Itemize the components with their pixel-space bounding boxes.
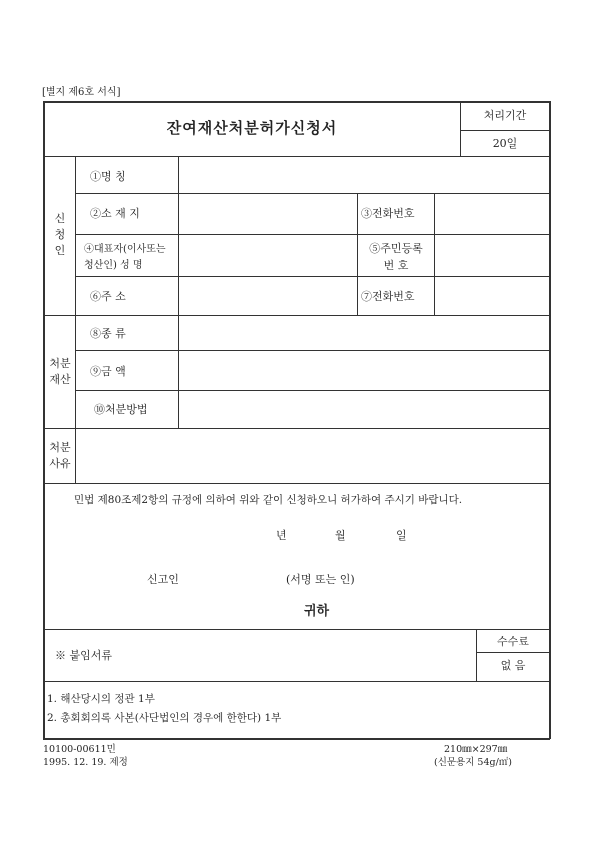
name-label: ①명 칭 [90, 170, 126, 183]
field-label-divider [178, 156, 179, 428]
row-line-5 [75, 390, 550, 391]
property-section-label: 처분 재산 [49, 357, 71, 386]
paper-type: (신문용지 54g/㎡) [434, 757, 513, 768]
form-title: 잔여재산처분허가신청서 [166, 119, 338, 137]
row-line-4 [75, 350, 550, 351]
location-field[interactable] [180, 195, 355, 232]
applicant-label: 신고인 [147, 573, 179, 586]
date-year: 년 [276, 529, 287, 542]
addressee: 귀하 [304, 604, 330, 619]
row-line-2 [75, 234, 550, 235]
frame-top [43, 101, 550, 103]
address-field[interactable] [180, 278, 355, 314]
applicant-section-bottom [43, 315, 550, 316]
phone-label-1: ③전화번호 [361, 207, 415, 220]
form-label: [별지 제6호 서식] [42, 87, 121, 98]
phone-field-1[interactable] [436, 195, 548, 232]
resident-number-field[interactable] [436, 236, 548, 274]
method-field[interactable] [180, 392, 548, 427]
location-label: ②소 재 지 [90, 207, 140, 220]
phone-label-2: ⑦전화번호 [361, 290, 415, 303]
address-label: ⑥주 소 [90, 290, 126, 303]
title-bottom-line [43, 156, 550, 157]
phone-field-2[interactable] [436, 278, 548, 314]
processing-period-value: 20일 [492, 137, 518, 150]
fee-label: 수수료 [497, 635, 529, 648]
attachment-item-1: 1. 해산당시의 정관 1부 [47, 693, 155, 705]
reason-field[interactable] [77, 430, 548, 482]
period-divider [460, 130, 550, 131]
declaration-bottom [43, 629, 550, 630]
frame-bottom [43, 738, 550, 740]
date-month: 월 [335, 529, 346, 542]
fee-value: 없 음 [500, 659, 526, 672]
representative-label: ④대표자(이사또는 청산인) 성 명 [84, 244, 166, 271]
amount-label: ⑨금 액 [90, 365, 126, 378]
frame-left [43, 101, 45, 739]
row-line-1 [75, 193, 550, 194]
resident-number-label: ⑤주민등록 번 호 [369, 242, 423, 272]
processing-period-label: 처리기간 [483, 109, 527, 122]
paper-size: 210㎜×297㎜ [444, 744, 508, 755]
type-field[interactable] [180, 317, 548, 349]
declaration-statement: 민법 제80조제2항의 규정에 의하여 위와 같이 신청하오니 허가하여 주시기 바랍니다. [74, 494, 463, 506]
reason-section-bottom [43, 483, 550, 484]
form-number: 10100-00611민 [43, 744, 116, 755]
signature-label: (서명 또는 인) [286, 573, 355, 586]
type-label: ⑧종 류 [90, 327, 126, 340]
method-label: ⑩처분방법 [94, 403, 148, 416]
fee-inner-line [476, 652, 550, 653]
applicant-section-label: 신 청 인 [54, 212, 66, 257]
form-date: 1995. 12. 19. 제정 [43, 757, 128, 768]
name-field[interactable] [180, 158, 548, 192]
attachment-item-2: 2. 총회회의록 사본(사단법인의 경우에 한한다) 1부 [47, 712, 282, 724]
reason-section-label: 처분 사유 [49, 441, 71, 470]
date-day: 일 [396, 529, 407, 542]
property-section-bottom [43, 428, 550, 429]
representative-field[interactable] [180, 236, 355, 274]
attachments-divider [43, 681, 550, 682]
attachments-header: ※ 붙임서류 [55, 649, 113, 662]
amount-field[interactable] [180, 352, 548, 389]
right-label-divider-right [434, 193, 435, 315]
row-line-3 [75, 276, 550, 277]
section-label-divider [75, 156, 76, 483]
